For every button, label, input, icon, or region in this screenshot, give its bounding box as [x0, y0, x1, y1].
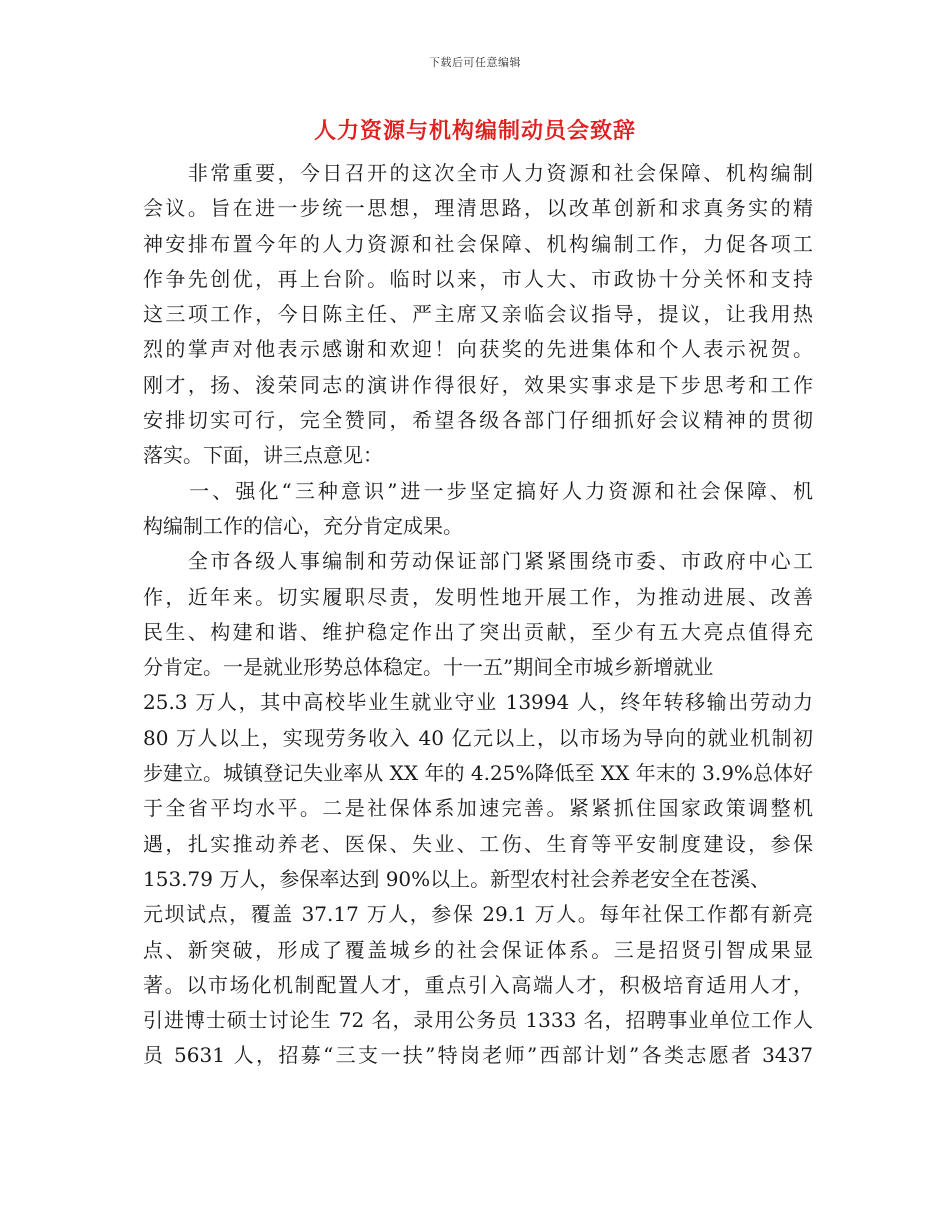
body-line: 全市各级人事编制和劳动保证部门紧紧围绕市委、市政府中心工: [143, 549, 813, 574]
page-header: 下载后可任意编辑: [429, 56, 521, 69]
body-line: 会议。旨在进一步统一思想，理清思路，以改革创新和求真务实的精: [143, 196, 813, 221]
document-body: [143, 156, 813, 1074]
body-line: 神安排布置今年的人力资源和社会保障、机构编制工作，力促各项工: [143, 231, 813, 256]
body-line: 于全省平均水平。二是社保体系加速完善。紧紧抓住国家政策调整机: [143, 796, 813, 821]
body-line: 点、新突破，形成了覆盖城乡的社会保证体系。三是招贤引智成果显: [143, 937, 813, 962]
document-title: 人力资源与机构编制动员会致辞: [313, 119, 636, 144]
body-line: 元坝试点，覆盖 37.17 万人，参保 29.1 万人。每年社保工作都有新亮: [143, 902, 813, 927]
body-line: 非常重要，今日召开的这次全市人力资源和社会保障、机构编制: [143, 161, 813, 185]
body-line: 153.79 万人，参保率达到 90%以上。新型农村社会养老安全在苍溪、: [143, 866, 771, 891]
body-line: 安排切实可行，完全赞同，希望各级各部门仔细抓好会议精神的贯彻: [143, 408, 813, 433]
body-line: 遇，扎实推动养老、医保、失业、工伤、生育等平安制度建设，参保: [143, 831, 813, 856]
body-line: 员 5631 人，招募“三支一扶”特岗老师”西部计划”各类志愿者 3437: [143, 1043, 813, 1068]
body-line: 烈的掌声对他表示感谢和欢迎！向获奖的先进集体和个人表示祝贺。: [143, 337, 813, 362]
body-line: 步建立。城镇登记失业率从 XX 年的 4.25%降低至 XX 年末的 3.9%总体好: [143, 761, 813, 786]
body-line: 25.3 万人，其中高校毕业生就业守业 13994 人，终年转移输出劳动力: [143, 690, 813, 715]
section-heading-line: 构编制工作的信心，充分肯定成果。: [143, 513, 463, 538]
body-line: 引进博士硕士讨论生 72 名，录用公务员 1333 名，招聘事业单位工作人: [143, 1008, 813, 1033]
body-line: 这三项工作，今日陈主任、严主席又亲临会议指导，提议，让我用热: [143, 302, 813, 327]
body-line: 刚才，扬、浚荣同志的演讲作得很好，效果实事求是下步思考和工作: [143, 372, 813, 397]
body-line: 著。以市场化机制配置人才，重点引入高端人才，积极培育适用人才，: [143, 972, 813, 997]
body-line: 分肯定。一是就业形势总体稳定。十一五”期间全市城乡新增就业: [143, 655, 714, 680]
body-line: 作，近年来。切实履职尽责，发明性地开展工作，为推动进展、改善: [143, 584, 813, 609]
body-line: 落实。下面，讲三点意见：: [143, 443, 383, 468]
body-line: 民生、构建和谐、维护稳定作出了突出贡献，至少有五大亮点值得充: [143, 619, 813, 644]
body-line: 作争先创优，再上台阶。临时以来，市人大、市政协十分关怀和支持: [143, 266, 813, 291]
body-line: 80 万人以上，实现劳务收入 40 亿元以上，以市场为导向的就业机制初: [143, 725, 813, 750]
section-heading-line: 一、强化“三种意识”进一步坚定搞好人力资源和社会保障、机: [143, 478, 813, 503]
